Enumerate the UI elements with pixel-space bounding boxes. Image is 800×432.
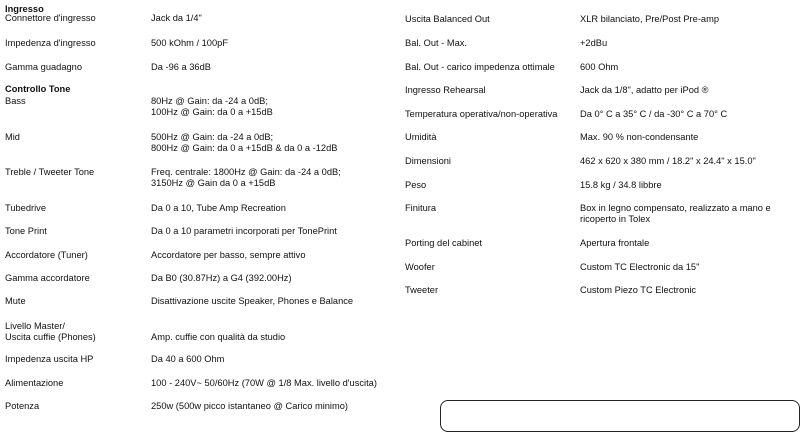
spec-value: Custom TC Electronic da 15" xyxy=(580,262,700,272)
spec-value: Da 0° C a 35° C / da -30° C a 70° C xyxy=(580,109,728,119)
spec-label: Potenza xyxy=(5,401,40,411)
section-heading-controllo-tone: Controllo Tone xyxy=(5,84,71,94)
spec-label: Peso xyxy=(405,180,427,190)
spec-value: 100 - 240V~ 50/60Hz (70W @ 1/8 Max. livello d'uscita) xyxy=(151,378,377,388)
spec-value: Da 0 a 10, Tube Amp Recreation xyxy=(151,203,286,213)
spec-label: Woofer xyxy=(405,262,435,272)
spec-label: Gamma accordatore xyxy=(5,273,90,283)
section-heading-ingresso: Ingresso xyxy=(5,4,44,14)
spec-label: Temperatura operativa/non-operativa xyxy=(405,109,558,119)
spec-value: Accordatore per basso, sempre attivo xyxy=(151,250,306,260)
spec-value: Jack da 1/8", adatto per iPod ® xyxy=(580,85,709,95)
spec-value: 500 kOhm / 100pF xyxy=(151,38,228,48)
spec-label: Accordatore (Tuner) xyxy=(5,250,88,260)
spec-value: Da 40 a 600 Ohm xyxy=(151,354,225,364)
spec-value: Custom Piezo TC Electronic xyxy=(580,285,697,295)
spec-label: Uscita Balanced Out xyxy=(405,14,490,24)
spec-value: Amp. cuffie con qualità da studio xyxy=(151,332,286,342)
spec-value: Da -96 a 36dB xyxy=(151,62,211,72)
spec-label: Bal. Out - Max. xyxy=(405,38,467,48)
spec-label: Connettore d'ingresso xyxy=(5,13,96,23)
spec-value: 250w (500w picco istantaneo @ Carico minimo) xyxy=(151,401,349,411)
spec-value: Disattivazione uscite Speaker, Phones e Balance xyxy=(151,296,354,306)
spec-value: 80Hz @ Gain: da -24 a 0dB; 100Hz @ Gain: da 0 a +15dB xyxy=(151,96,273,117)
note-box xyxy=(440,400,800,432)
spec-value: 462 x 620 x 380 mm / 18.2" x 24.4" x 15.0" xyxy=(580,156,756,166)
spec-label: Tubedrive xyxy=(5,203,46,213)
spec-label: Porting del cabinet xyxy=(405,238,483,248)
spec-value: Box in legno compensato, realizzato a mano e ricoperto in Tolex xyxy=(580,203,771,224)
spec-label: Gamma guadagno xyxy=(5,62,83,72)
spec-label: Tone Print xyxy=(5,226,47,236)
spec-label: Mid xyxy=(5,132,20,142)
spec-value: XLR bilanciato, Pre/Post Pre-amp xyxy=(580,14,719,24)
spec-label: Tweeter xyxy=(405,285,439,295)
spec-label: Impedenza d'ingresso xyxy=(5,38,96,48)
spec-label: Bass xyxy=(5,96,26,106)
spec-value: Freq. centrale: 1800Hz @ Gain: da -24 a 0dB; 3150Hz @ Gain da 0 a +15dB xyxy=(151,167,341,188)
spec-label: Bal. Out - carico impedenza ottimale xyxy=(405,62,555,72)
spec-label: Alimentazione xyxy=(5,378,64,388)
spec-value: Jack da 1/4" xyxy=(151,13,202,23)
spec-value: +2dBu xyxy=(580,38,608,48)
spec-label: Livello Master/ Uscita cuffie (Phones) xyxy=(5,321,96,342)
spec-value: Apertura frontale xyxy=(580,238,650,248)
spec-label: Treble / Tweeter Tone xyxy=(5,167,95,177)
spec-label: Umidità xyxy=(405,132,437,142)
spec-label: Mute xyxy=(5,296,26,306)
spec-value: 15.8 kg / 34.8 libbre xyxy=(580,180,662,190)
spec-label: Dimensioni xyxy=(405,156,451,166)
spec-value: Max. 90 % non-condensante xyxy=(580,132,699,142)
spec-label: Finitura xyxy=(405,203,437,213)
spec-label: Ingresso Rehearsal xyxy=(405,85,486,95)
spec-value: Da 0 a 10 parametri incorporati per TonePrint xyxy=(151,226,337,236)
spec-value: 500Hz @ Gain: da -24 a 0dB; 800Hz @ Gain: da 0 a +15dB & da 0 a -12dB xyxy=(151,132,338,153)
spec-label: Impedenza uscita HP xyxy=(5,354,94,364)
spec-value: 600 Ohm xyxy=(580,62,619,72)
spec-value: Da B0 (30.87Hz) a G4 (392.00Hz) xyxy=(151,273,292,283)
